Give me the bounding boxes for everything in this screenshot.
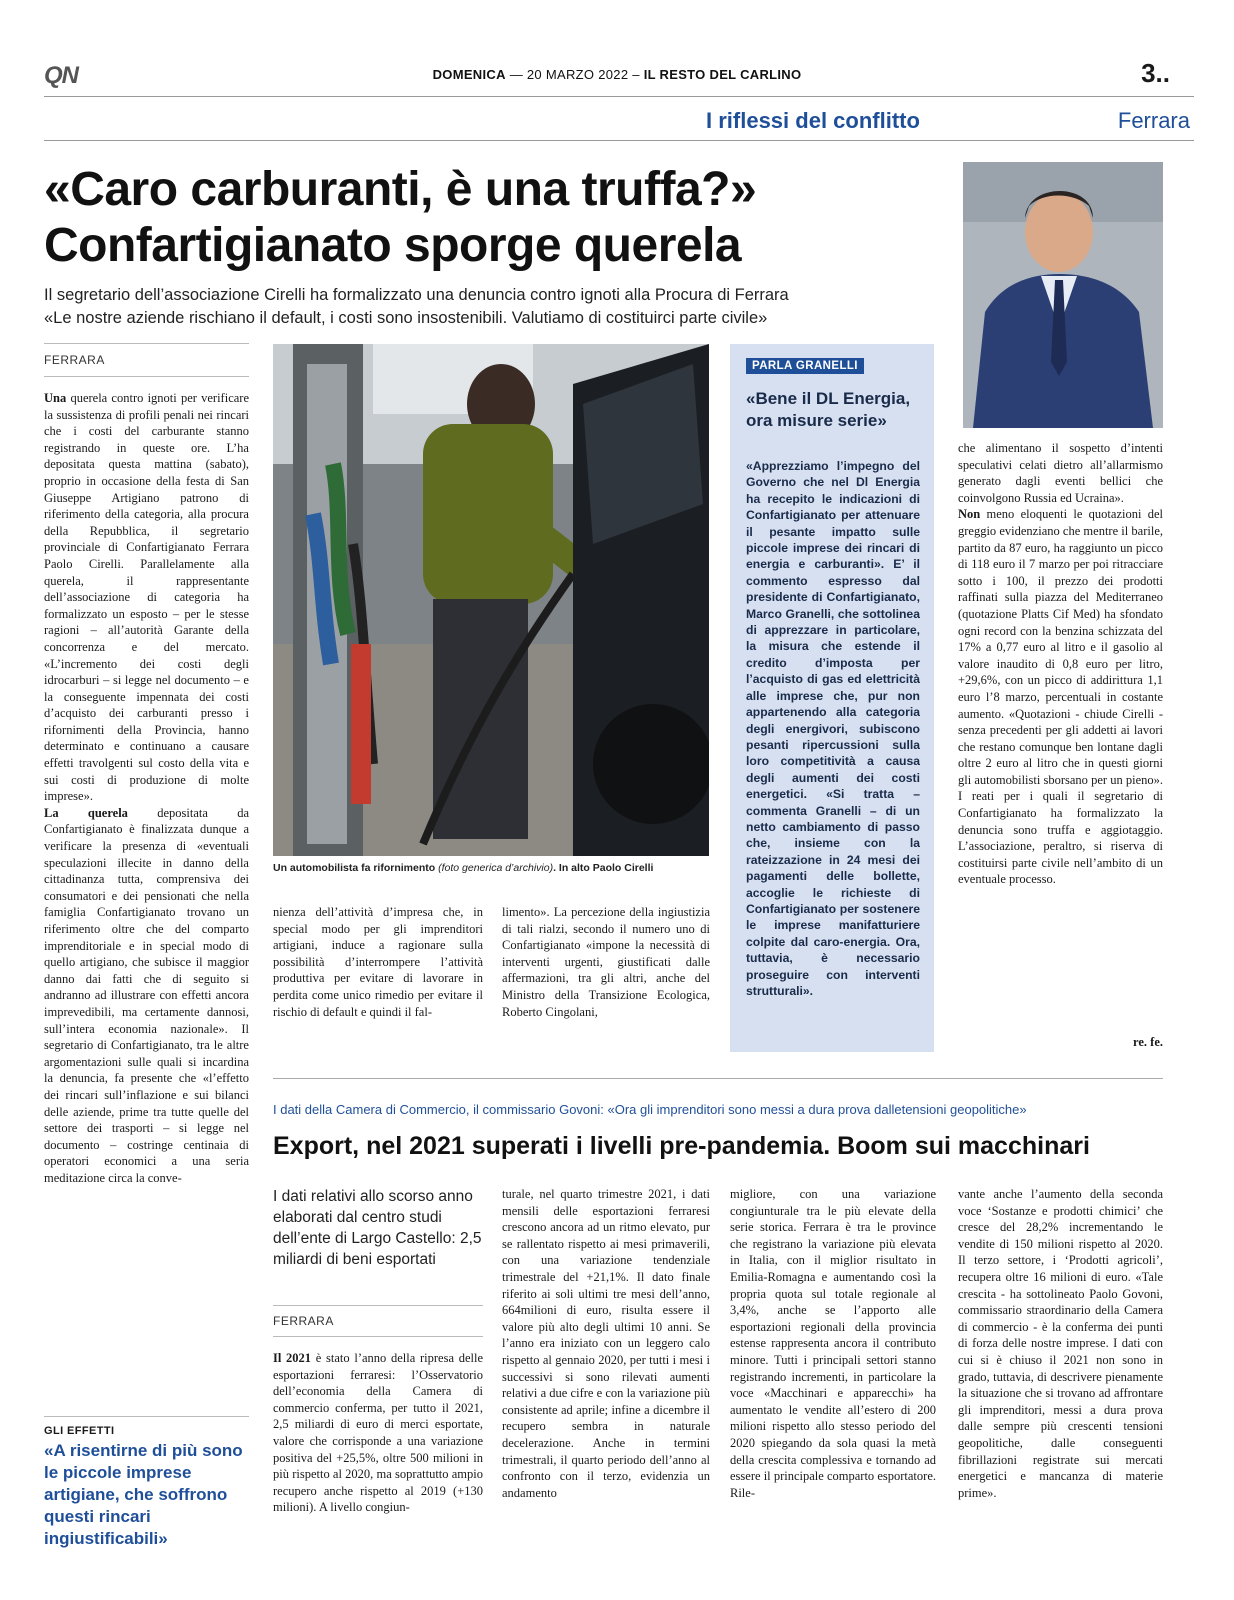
caption-credit: (foto generica d’archivio)	[438, 862, 554, 874]
dateline-separator: —	[505, 67, 527, 82]
box-title: «Bene il DL Energia, ora misure serie»	[746, 389, 911, 430]
article-column-5	[958, 440, 1163, 1030]
pull-quote: «A risentirne di più sono le piccole imprese artigiane, che soffrono questi rincari ingiustificabili»	[44, 1441, 243, 1548]
header-rule	[44, 96, 1194, 97]
headline-line-2: Confartigianato sporge querela	[44, 219, 742, 272]
caption-main: Un automobilista fa rifornimento	[273, 862, 439, 874]
dateline-bar	[0, 67, 1234, 82]
photo-caption	[273, 862, 709, 874]
paragraph: querela contro ignoti per verificare la sussistenza di profili penali nei rincari che i costi del carburante stanno registrando in queste ore. L’ha depositata questa mattina (sabato), proprio in occasione della festa di San Giuseppe Artigiano patrono di riferimento della categoria, alla procura della Repubblica, il segretario provinciale di Confartigianato Ferrara Paolo Cirelli. Parallelamente alla querela, il rappresentante dell’associazione di categoria ha formalizzato un esposto – per le stesse ragioni – all’autorità Garante della concorrenza e del mercato. «L’incremento dei costi degli idrocarburi – si legge nel documento – e la conseguente impennata dei costi d’acquisto dei carburanti presso i rifornimenti della Provincia, hanno determinato e continuano a causare effetti travolgenti sul costo della vita e sui costi di produzione di molte imprese».	[44, 391, 249, 804]
section-rule	[44, 140, 1194, 141]
lead-word: Il 2021	[273, 1351, 312, 1365]
main-headline	[44, 162, 954, 274]
box-tag: PARLA GRANELLI	[746, 358, 864, 374]
kicker: I dati della Camera di Commercio, il commissario Govoni: «Ora gli imprenditori sono messi a dura prova dalletensioni geopolitiche»	[273, 1102, 1027, 1117]
caption-end: . In alto Paolo Cirelli	[553, 862, 654, 874]
article-column-1	[44, 390, 249, 1412]
day-label: DOMENICA	[432, 67, 506, 82]
column-rule	[273, 1336, 483, 1337]
subhead-line-2: «Le nostre aziende rischiano il default, i costi sono insostenibili. Valutiamo di costituirci parte civile»	[44, 309, 768, 327]
subheadline	[44, 284, 954, 330]
portrait-illustration	[963, 162, 1163, 428]
dateline-separator: –	[628, 67, 644, 82]
article2-column-2: turale, nel quarto trimestre 2021, i dati mensili delle esportazioni ferraresi crescono ancora ad un ritmo elevato, pur se rallentato rispetto ai mesi primaverili, con una variazione tendenziale trimestrale del +21,1%. Il dato finale riferito ai soli ultimi tre mesi dell’anno, 664milioni di euro, risulta essere il valore più alto degli ultimi 10 anni. Se l’anno era iniziato con un leggero calo rispetto al gennaio 2020, per tutti i mesi i successivi si sono rilevati aumenti relativi a due cifre e con la variazione più consistente ad aprile; infine a dicembre il recupero sembra in naturale decelerazione. Anche in termini trimestrali, il quarto periodo dell’anno al confronto con il terzo, evidenzia un andamento	[502, 1187, 710, 1500]
effetti-tag: GLI EFFETTI	[44, 1425, 115, 1437]
paragraph: depositata da Confartigianato è finalizzata dunque a verificare la presenza di «eventuali speculazioni illecite in danno della cittadinanza tutta, comprensiva dei consumatori e dei pensionati che nella famiglia Confartigianato trovano un riferimento oltre che del comparto imprenditoriale e in special modo di quello artigiano, che subisce il maggior danno dai fatti che di seguito si andranno ad illustrare con effetti ancora imprevedibili, ma certamente dannosi, sull’intera economia nazionale». Il segretario di Confartigianato, tra le altre argomentazioni sulle quali si incardina la denuncia, fa presente che «l’effetto dei rincari sull’inflazione e sui bilanci delle aziende, prime tra tutte quelle del settore dei trasporti – si legge nel documento – costringe centinaia di operatori economici a una seria meditazione circa la conve-	[44, 805, 249, 1185]
article-column-2: nienza dell’attività d’impresa che, in special modo per gli imprenditori artigiani, induce a ragionare sulla possibilità d’interrompere l’attività produttiva per evitare di lavorare in perdita come unico rimedio per evitare il rischio di default e quindi il fal-	[273, 905, 483, 1019]
author-signature: re. fe.	[1133, 1035, 1163, 1049]
paragraph: che alimentano il sospetto d’intenti speculativi celati dietro all’allarmismo generato dagli eventi bellici che coinvolgono Russia ed Ucraina».	[958, 441, 1163, 505]
article-column-3: limento». La percezione della ingiustizia di tali rialzi, secondo il numero uno di Confartigianato «impone la necessità di interventi urgenti, giustificati dalle affermazioni, tra gli altri, anche del Ministro della Transizione Ecologica, Roberto Cingolani,	[502, 905, 710, 1019]
box-body	[746, 458, 920, 1040]
lead-word: Non	[958, 507, 981, 522]
article-divider	[273, 1078, 1163, 1079]
newspaper-logo: QN	[44, 62, 78, 89]
column-rule	[44, 1416, 249, 1417]
lead-word: La querela	[44, 805, 128, 820]
article-dateline: FERRARA	[44, 353, 105, 367]
paragraph: è stato l’anno della ripresa delle esportazioni ferraresi: l’Osservatorio dell’economia della Camera di commercio conferma, per tutto il 2021, 2,5 miliardi di euro di merci esportate, valore che corrisponde a una variazione positiva del +25,5%, oltre 500 milioni in più rispetto al 2020, ma soprattutto ampio recupero anche rispetto al 2019 (+130 milioni). A livello congiun-	[273, 1351, 483, 1515]
article2-column-1	[273, 1350, 483, 1582]
page-number: 3..	[1141, 58, 1170, 88]
paragraph: meno eloquenti le quotazioni del greggio evidenziano che mentre il barile, partito da 87 euro, ha raggiunto un picco di 118 euro il 7 marzo per poi ritracciare sotto i 100, il prezzo dei prodotti raffinati sulla piazza del Mediterraneo (quotazione Platts Cif Med) ha sfondato ogni record con la benzina schizzata del 17% a 0,77 euro al litro e il gasolio al valore inaudito di 0,8 euro per litro, +29,6%, con un picco di addirittura 1,1 euro l’8 marzo, percentuali in costante aumento. «Quotazioni - chiude Cirelli - senza precedenti per gli addetti ai lavori che restano comunque ben lontane dagli oltre 2 euro al litro che in questi giorni gli automobilisti sborsano per un pieno». I reati per i quali il segretario di Confartigianato ha formalizzato la denuncia sono truffa e aggiotaggio. L’associazione, peraltro, si riserva di costituirsi parte civile nell’ambito di un eventuale processo.	[958, 507, 1163, 887]
column-rule	[44, 376, 249, 377]
article2-column-4: vante anche l’aumento della seconda voce ‘Sostanze e prodotti chimici’ che cresce del 28,2% incrementando le vendite di 150 milioni rispetto al 2020. Il terzo settore, i ‘Prodotti agricoli’, recupera oltre 16 milioni di euro. «Tale crescita - ha sottolineato Paolo Govoni, commissario straordinario della Camera di commercio - è la conferma dei punti di forza delle nostre imprese. I dati con cui si è chiuso il 2021 non sono in grado, tuttavia, di descrivere pienamente la situazione che si trovano ad affrontare gli imprenditori, messi a dura prova dalle sempre più crescenti tensioni geopolitiche, dalle conseguenti fibrillazioni registrate sui mercati energetici e mancanza di materie prime».	[958, 1187, 1163, 1500]
subhead-line-1: Il segretario dell’associazione Cirelli ha formalizzato una denuncia contro ignoti alla Procura di Ferrara	[44, 286, 789, 304]
portrait-photo	[963, 162, 1163, 428]
article2-dateline: FERRARA	[273, 1314, 334, 1328]
fuel-station-photo	[273, 344, 709, 856]
article2-column-3: migliore, con una variazione congiunturale tra le più elevate della serie storica. Ferrara è tra le province che registrano la variazione più elevata in Italia, con il miglior risultato in Emilia-Romagna e aumentando così la propria quota sul totale regionale al 3,4%, anche se l’apporto alle esportazioni regionali della provincia estense rappresenta ancora il contributo minore. Tutti i principali settori stanno registrando incrementi, in particolare la voce «Macchinari e apparecchi» ha aumentato le vendite all’estero di 200 milioni rispetto allo stesso periodo del 2020 spiegando da sola quasi la metà della crescita complessiva e tornando ad essere il principale comparto esportatore. Rile-	[730, 1187, 936, 1500]
article2-headline: Export, nel 2021 superati i livelli pre-pandemia. Boom sui macchinari	[273, 1132, 1090, 1160]
column-rule	[44, 343, 249, 344]
section-title: I riflessi del conflitto	[706, 108, 920, 133]
column-rule	[273, 1305, 483, 1306]
paper-name: IL RESTO DEL CARLINO	[643, 67, 802, 82]
paragraph: l’impegno del Governo che nel Dl Energia ha recepito le indicazioni di Confartigianato per attenuare il pesante impatto sulle piccole imprese dei rincari di energia e carburanti». E’ il commento espresso dal presidente di Confartigianato, Marco Granelli, che sottolinea di apprezzare in particolare, la misura che estende il credito d’imposta per l’acquisto di gas ed elettricità alle imprese che, pur non appartenendo alla categoria degli energivori, subiscono pesanti ripercussioni sulla loro competitività a causa degli aumenti dei costi energetici. «Si tratta – commenta Granelli – di un netto cambiamento di passo che, insieme con la rateizzazione in 24 mesi dei pagamenti delle bollette, accoglie le richieste di Confartigianato per sostenere le imprese manifatturiere colpite dal caro-energia. Ora, tuttavia, è necessario proseguire con interventi strutturali».	[746, 459, 920, 998]
headline-line-1: «Caro carburanti, è una truffa?»	[44, 163, 757, 216]
date-label: 20 MARZO 2022	[526, 67, 629, 82]
lead-word: Una	[44, 391, 67, 405]
lead-word: «Apprezziamo	[746, 459, 829, 473]
fuel-station-illustration	[273, 344, 709, 856]
article2-intro: I dati relativi allo scorso anno elaborati dal centro studi dell’ente di Largo Castello: 2,5 miliardi di beni esportati	[273, 1188, 482, 1268]
city-label: Ferrara	[1117, 108, 1190, 133]
